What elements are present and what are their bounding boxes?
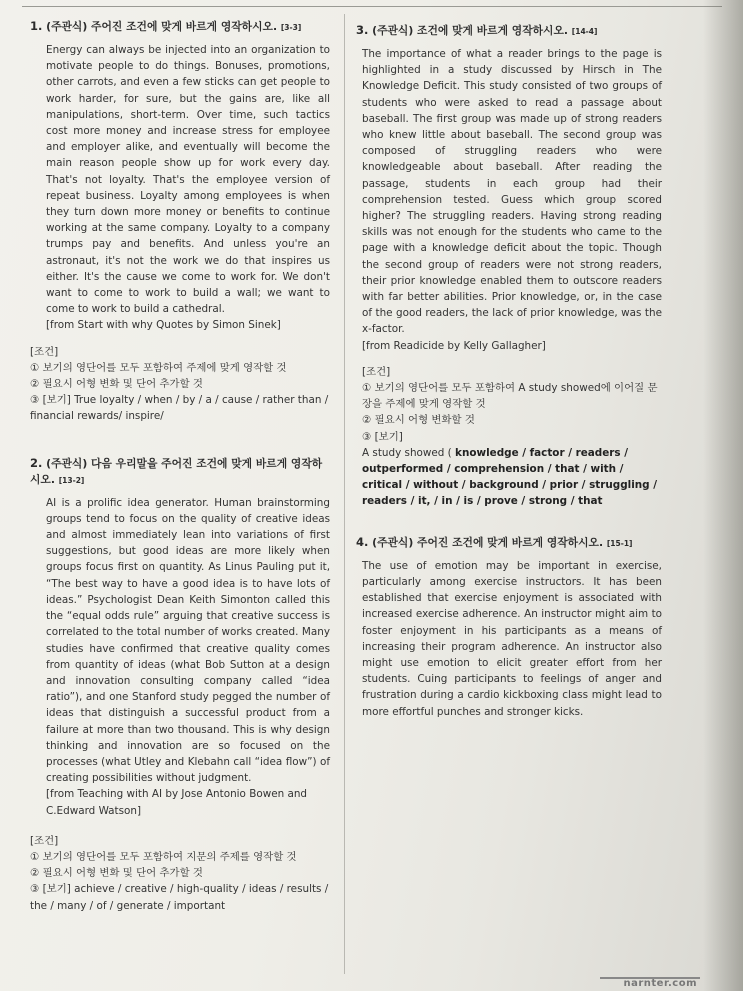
question-3-source: [from Readicide by Kelly Gallagher]	[362, 339, 546, 352]
question-3-conditions	[362, 364, 662, 510]
question-code: [15-1]	[606, 538, 633, 548]
footer-watermark: narnter.com	[623, 978, 697, 989]
question-3-passage: The importance of what a reader brings to the page is highlighted in a study discussed by Hirsch in The Knowledge Deficit. This study consisted of two groups of students who were asked to read a passage about baseball. The first group was made up of strong readers who knew little about baseball. The second group was composed of struggling readers who were knowledgeable about baseball. After reading the passage, students in each group had their comprehension tested. Guess which group scored higher? The struggling readers. Having strong reading skills was not enough for the students who came to the page with a knowledge deficit about the topic. Though the second group of readers were not strong readers, their prior knowledge enabled them to outscore readers with far better abilities. Prior knowledge, or, in the case of the good readers, the lack of prior knowledge, was the x-factor.	[362, 48, 662, 336]
question-instruction: (주관식) 주어진 조건에 맞게 바르게 영작하시오.	[46, 20, 278, 33]
question-1-source: [from Start with why Quotes by Simon Sinek]	[46, 319, 281, 332]
question-number: 1.	[30, 19, 43, 33]
question-number: 3.	[356, 23, 369, 37]
question-code: [3-3]	[280, 23, 302, 32]
condition-item: ③ [보기]	[362, 430, 403, 443]
question-1-conditions	[30, 344, 330, 425]
condition-item: ③ [보기] True loyalty / when / by / a / cause / rather than / financial rewards/ inspire/	[30, 394, 329, 423]
question-4-title	[356, 534, 662, 552]
condition-item: ① 보기의 영단어를 모두 포함하여 주제에 맞게 영작할 것	[30, 361, 287, 374]
top-rule	[22, 6, 722, 7]
page-shadow	[703, 0, 743, 991]
question-3	[356, 22, 662, 510]
question-code: [14-4]	[571, 27, 598, 36]
conditions-label: [조건]	[362, 365, 391, 378]
question-instruction: (주관식) 조건에 맞게 바르게 영작하시오.	[372, 24, 569, 37]
question-number: 2.	[30, 455, 43, 470]
conditions-label: [조건]	[30, 345, 59, 358]
question-2-title	[30, 455, 330, 489]
question-3-title	[356, 22, 662, 40]
conditions-label: [조건]	[30, 834, 59, 847]
condition-item: ① 보기의 영단어를 모두 포함하여 지문의 주제를 영작할 것	[30, 850, 297, 863]
question-4-passage: The use of emotion may be important in exercise, particularly among exercise instructors. It has been established that exercise enjoyment is associated with increased exercise adherence. An instructor might aim to foster enjoyment in his participants as a means of increasing their program adherence. An instructor also might use emotion to elicit greater effort from her students. Cuing participants to feelings of anger and frustration during a cardio kickboxing class might lead to more effortful punches and stronger kicks.	[362, 559, 662, 718]
answer-lead: A study showed (	[362, 446, 452, 459]
question-number: 4.	[356, 534, 369, 549]
left-column	[30, 18, 330, 914]
question-2-conditions	[30, 833, 330, 914]
condition-item: ③ [보기] achieve / creative / high-quality / ideas / results / the / many / of / generate / important	[30, 883, 329, 912]
question-1-title	[30, 18, 330, 36]
column-divider	[344, 14, 345, 974]
condition-item: ② 필요시 어형 변화 및 단어 추가할 것	[30, 378, 203, 391]
question-2	[30, 455, 330, 914]
condition-item: ① 보기의 영단어를 모두 포함하여 A study showed에 이어질 문장을 주제에 맞게 영작할 것	[362, 382, 658, 411]
question-instruction: (주관식) 주어진 조건에 맞게 바르게 영작하시오.	[372, 535, 604, 549]
question-1	[30, 18, 330, 425]
question-instruction: (주관식) 다음 우리말을 주어진 조건에 맞게 바르게 영작하시오.	[30, 456, 323, 486]
answer-word-bank	[362, 445, 662, 510]
question-2-passage: AI is a prolific idea generator. Human brainstorming groups tend to focus on the quality of creative ideas and almost immediately lean into variations of first suggestions, but good ideas are more likely when groups focus first on quantity. As Linus Pauling put it, “The best way to have a good idea is to have lots of ideas.” Psychologist Dean Keith Simonton called this the “equal odds rule” arguing that creative success is correlated to the total number of works created. Many studies have confirmed that creative quality comes from quantity of ideas (what Bob Sutton at a design and innovation consulting company called “idea ratio”), and one Stanford study pegged the number of ideas that distinguish a successful product from a failure at more than two thousand. This is why design thinking and innovation are so focused on the processes (what Utley and Klebahn call “idea flow”) of creating possibilities without judgment.	[46, 496, 330, 785]
condition-item: ② 필요시 어형 변화 및 단어 추가할 것	[30, 867, 203, 880]
right-column	[356, 22, 662, 720]
question-2-source: [from Teaching with AI by Jose Antonio Bowen and C.Edward Watson]	[46, 788, 308, 817]
condition-item: ② 필요시 어형 변화할 것	[362, 414, 475, 427]
question-1-passage: Energy can always be injected into an organization to motivate people to do things. Bonuses, promotions, other carrots, and even a few sticks can get people to work harder, for sure, but the gains are, like all manipulations, short-term. Over time, such tactics cost more money and increase stress for employee and employer alike, and eventually will become the main reason people show up for work every day. That's not loyalty. That's the employee version of repeat business. Loyalty among employees is when they turn down more money or benefits to continue working at the same company. Loyalty to a company trumps pay and benefits. And unless you're an astronaut, it's not the work we do that inspires us either. It's the cause we come to work for. We don't want to come to work to build a wall; we want to come to work to build a cathedral.	[46, 44, 330, 316]
question-code: [13-2]	[58, 475, 85, 485]
answer-words: knowledge / factor / readers / outperformed / comprehension / that / with / critical / without / background / prior / struggling / readers / it, / in / is / prove / strong / that	[362, 446, 658, 508]
question-4	[356, 534, 662, 720]
